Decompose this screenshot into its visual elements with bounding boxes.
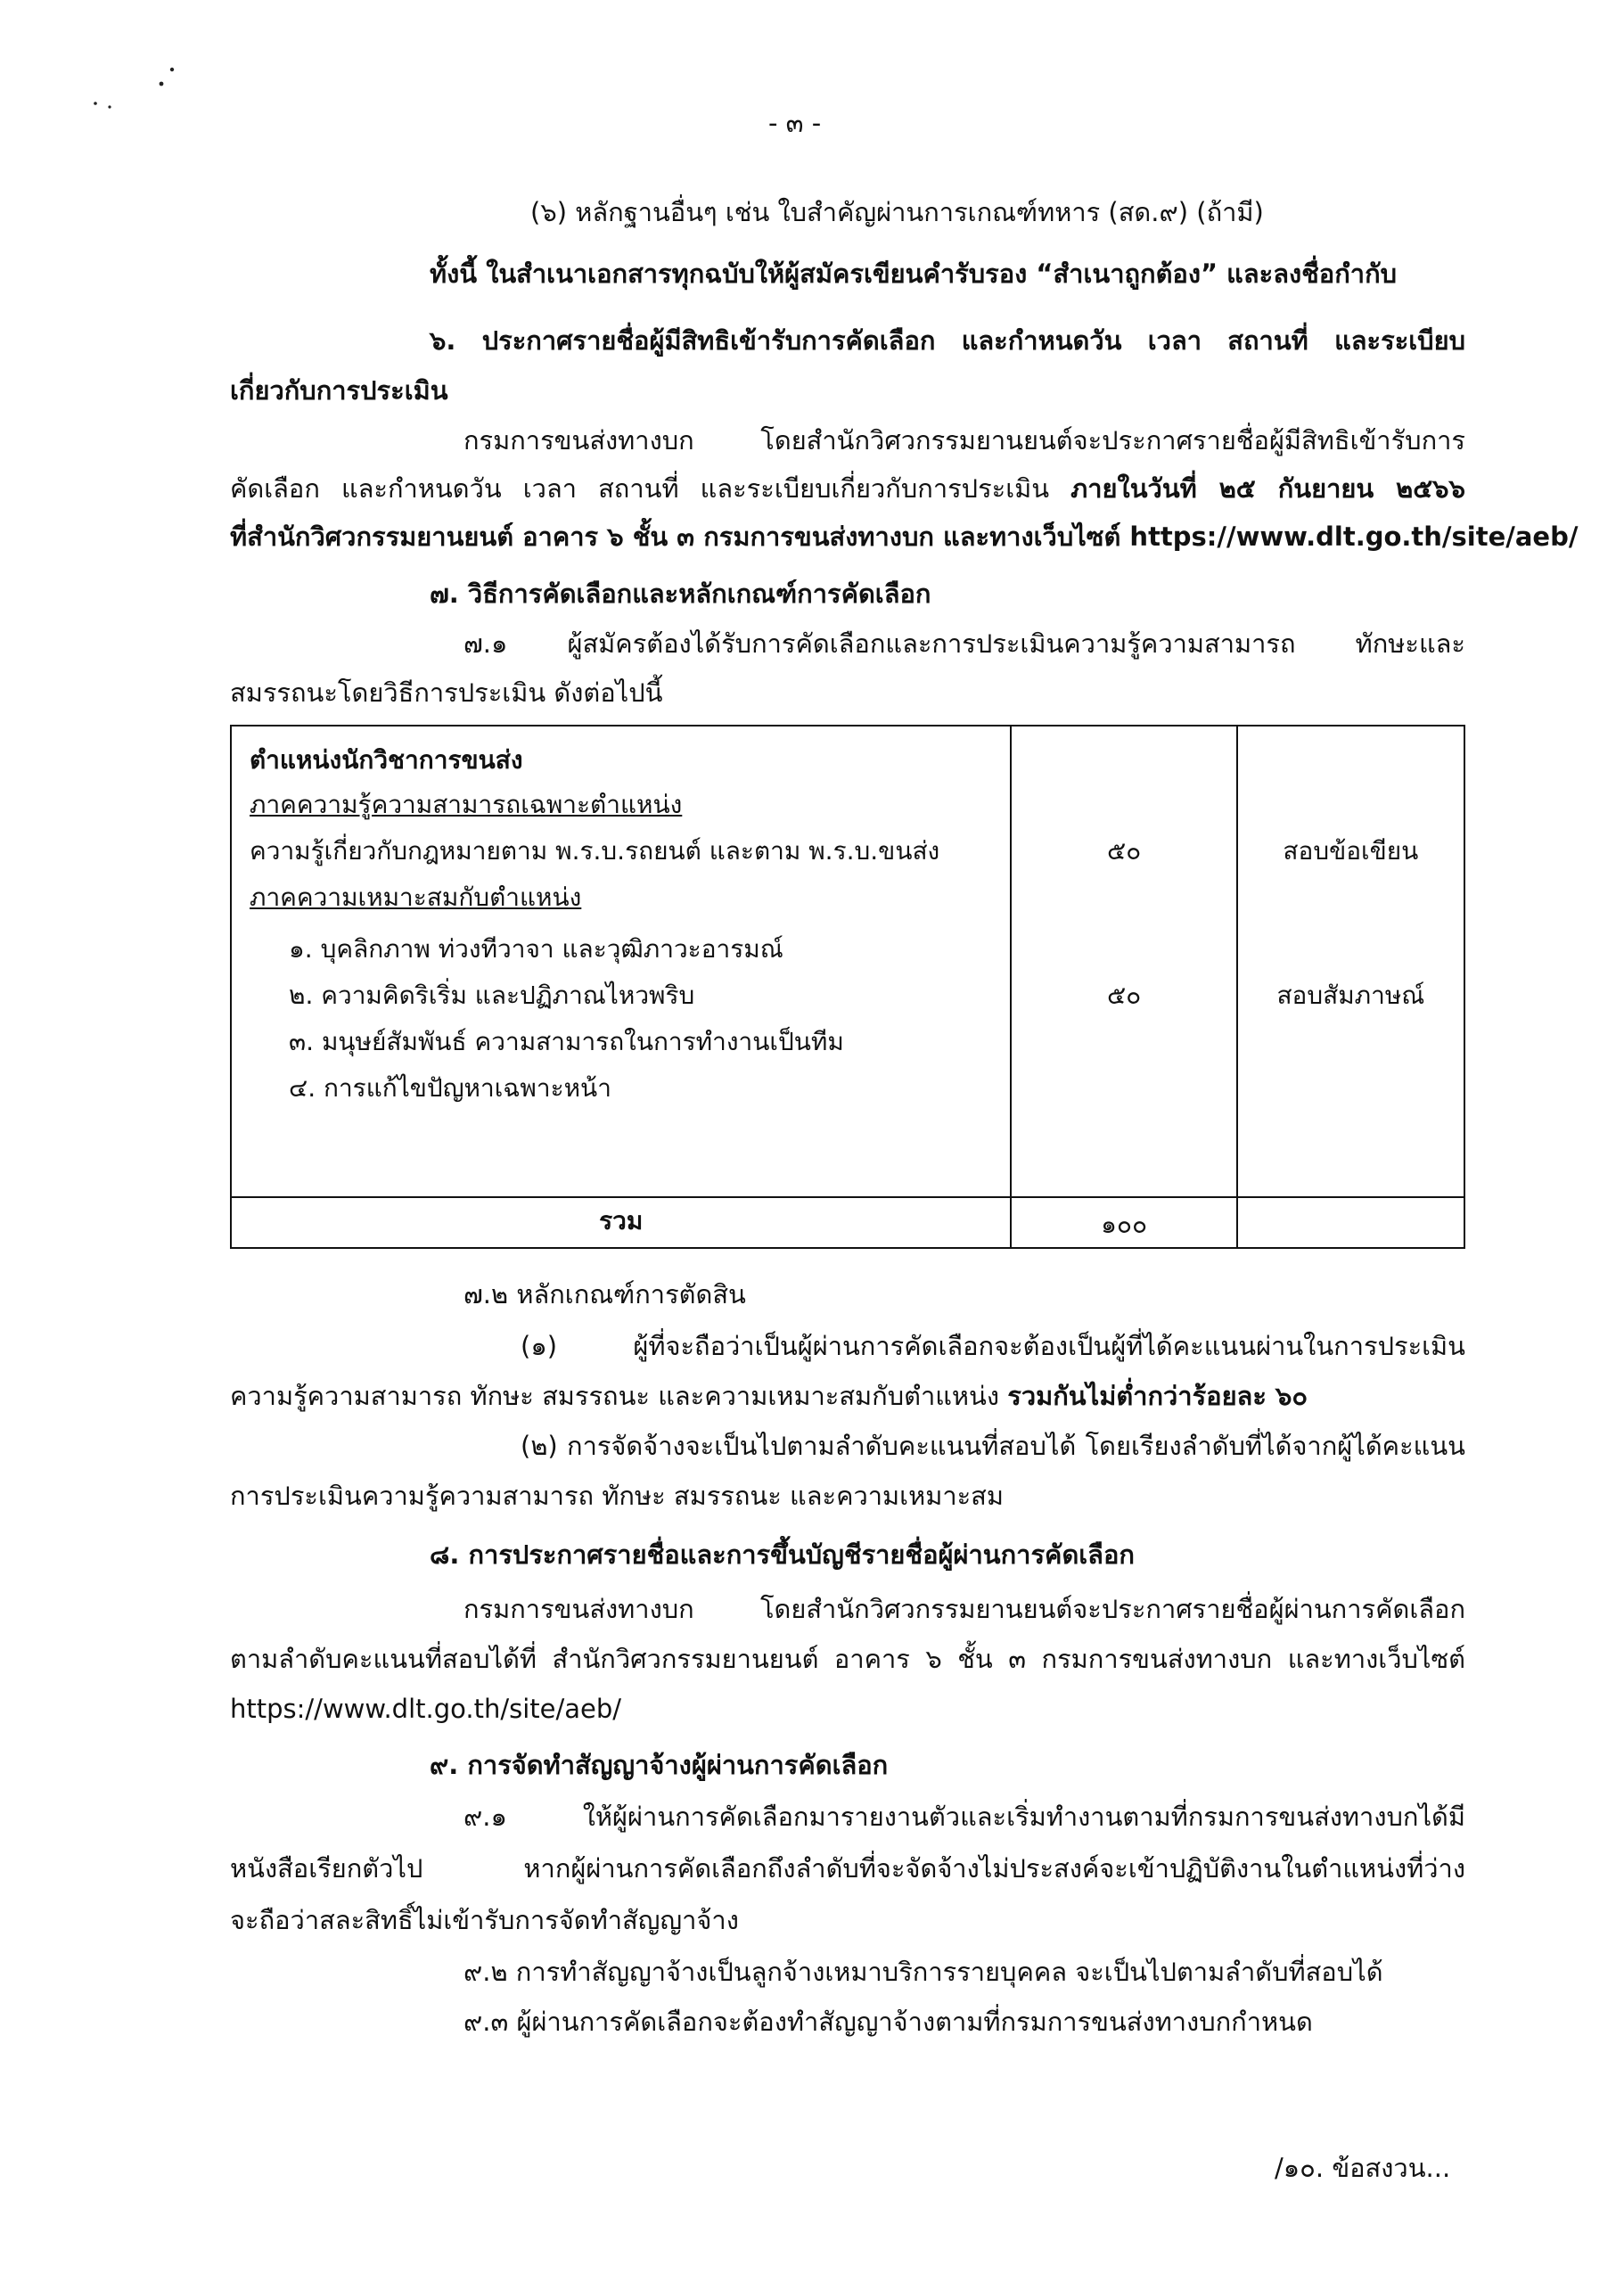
section-7-2-2-line2: การประเมินความรู้ความสามารถ ทักษะ สมรรถนะ และความเหมาะสม [230,1481,1004,1511]
section-9-3: ๙.๓ ผู้ผ่านการคัดเลือกจะต้องทำสัญญาจ้างตามที่กรมการขนส่งทางบกกำหนด [463,2007,1313,2037]
part1-method: สอบข้อเขียน [1283,836,1419,866]
section-8-heading: ๘. การประกาศรายชื่อและการขึ้นบัญชีรายชื่อผู้ผ่านการคัดเลือก [430,1539,1135,1570]
total-score: ๑๐๐ [1101,1210,1148,1239]
section-9-1-line2: หนังสือเรียกตัวไป หากผู้ผ่านการคัดเลือกถึงลำดับที่จะจัดจ้างไม่ประสงค์จะเข้าปฏิบัติงานในตำแหน่งที่ว่าง [230,1853,1465,1884]
copy-certification-note: ทั้งนี้ ในสำเนาเอกสารทุกฉบับให้ผู้สมัครเขียนคำรับรอง “สำเนาถูกต้อง” และลงชื่อกำกับ [430,259,1398,289]
total-method-cell [1237,1197,1464,1248]
section-9-1-line3: จะถือว่าสละสิทธิ์ไม่เข้ารับการจัดทำสัญญาจ้าง [230,1905,739,1935]
section-7-2-2-line1: (๒) การจัดจ้างจะเป็นไปตามลำดับคะแนนที่สอบได้ โดยเรียงลำดับที่ได้จากผู้ได้คะแนน [521,1431,1465,1461]
part2-item-1: ๑. บุคลิกภาพ ท่วงทีวาจา และวุฒิภาวะอารมณ์ [289,934,783,964]
part2-score: ๕๐ [1106,981,1142,1010]
section-7-1-line1: ๗.๑ ผู้สมัครต้องได้รับการคัดเลือกและการประเมินความรู้ความสามารถ ทักษะและ [463,628,1465,659]
section-8-body-line2: ตามลำดับคะแนนที่สอบได้ที่ สำนักวิศวกรรมยานยนต์ อาคาร ๖ ชั้น ๓ กรมการขนส่งทางบก และทางเว็บไซต์ [230,1644,1465,1674]
evidence-item-6: (๖) หลักฐานอื่นๆ เช่น ใบสำคัญผ่านการเกณฑ์ทหาร (สด.๙) (ถ้ามี) [530,197,1264,227]
page-number: - ๓ - [768,108,822,138]
part1-score: ๕๐ [1106,836,1142,866]
total-score-cell [1011,1197,1236,1248]
section-9-1-line1: ๙.๑ ให้ผู้ผ่านการคัดเลือกมารายงานตัวและเริ่มทำงานตามที่กรมการขนส่งทางบกได้มี [463,1802,1465,1832]
continued-footer: /๑๐. ข้อสงวน... [1275,2153,1451,2183]
section-6-heading-line1: ๖. ประกาศรายชื่อผู้มีสิทธิเข้ารับการคัดเลือก และกำหนดวัน เวลา สถานที่ และระเบียบ [430,325,1465,356]
part1-title: ภาคความรู้ความสามารถเฉพาะตำแหน่ง [250,790,683,819]
section-6-body-line1: กรมการขนส่งทางบก โดยสำนักวิศวกรรมยานยนต์จะประกาศรายชื่อผู้มีสิทธิเข้ารับการ [463,425,1465,456]
criteria-table [230,725,1465,1249]
section-6-body-line2: คัดเลือก และกำหนดวัน เวลา สถานที่ และระเบียบเกี่ยวกับการประเมิน ภายในวันที่ ๒๕ กันยายน ๒๕๖๖ [230,473,1465,504]
section-6-heading-line2: เกี่ยวกับการประเมิน [230,375,448,406]
part2-method: สอบสัมภาษณ์ [1276,981,1425,1010]
section-7-1-line2: สมรรถนะโดยวิธีการประเมิน ดังต่อไปนี้ [230,677,663,708]
scan-speck-marks [85,61,192,114]
criteria-description-cell [231,726,1011,1197]
section-7-2-1-line2: ความรู้ความสามารถ ทักษะ สมรรถนะ และความเหมาะสมกับตำแหน่ง รวมกันไม่ต่ำกว่าร้อยละ ๖๐ [230,1381,1308,1411]
total-label: รวม [599,1206,644,1235]
total-label-cell [231,1197,1011,1248]
part1-item: ความรู้เกี่ยวกับกฎหมายตาม พ.ร.บ.รถยนต์ และตาม พ.ร.บ.ขนส่ง [250,836,940,866]
section-9-heading: ๙. การจัดทำสัญญาจ้างผู้ผ่านการคัดเลือก [430,1750,889,1780]
section-8-body-line3: https://www.dlt.go.th/site/aeb/ [230,1694,622,1724]
section-6-body-line3: ที่สำนักวิศวกรรมยานยนต์ อาคาร ๖ ชั้น ๓ กรมการขนส่งทางบก และทางเว็บไซต์ https://www.dlt.go.th/site/aeb/ [230,521,1579,552]
position-title: ตำแหน่งนักวิชาการขนส่ง [250,745,523,775]
section-7-heading: ๗. วิธีการคัดเลือกและหลักเกณฑ์การคัดเลือก [430,579,931,609]
score-cell [1011,726,1236,1197]
part2-item-3: ๓. มนุษย์สัมพันธ์ ความสามารถในการทำงานเป็นทีม [289,1027,844,1056]
section-7-2-heading: ๗.๒ หลักเกณฑ์การตัดสิน [463,1279,746,1309]
method-cell [1237,726,1464,1197]
part2-item-2: ๒. ความคิดริเริ่ม และปฏิภาณไหวพริบ [289,981,695,1010]
part2-item-4: ๔. การแก้ไขปัญหาเฉพาะหน้า [289,1073,611,1103]
section-8-body-line1: กรมการขนส่งทางบก โดยสำนักวิศวกรรมยานยนต์จะประกาศรายชื่อผู้ผ่านการคัดเลือก [463,1594,1465,1624]
part2-title: ภาคความเหมาะสมกับตำแหน่ง [250,882,582,912]
section-9-2: ๙.๒ การทำสัญญาจ้างเป็นลูกจ้างเหมาบริการรายบุคคล จะเป็นไปตามลำดับที่สอบได้ [463,1957,1383,1987]
section-7-2-1-line1: (๑) ผู้ที่จะถือว่าเป็นผู้ผ่านการคัดเลือกจะต้องเป็นผู้ที่ได้คะแนนผ่านในการประเมิน [521,1331,1465,1361]
